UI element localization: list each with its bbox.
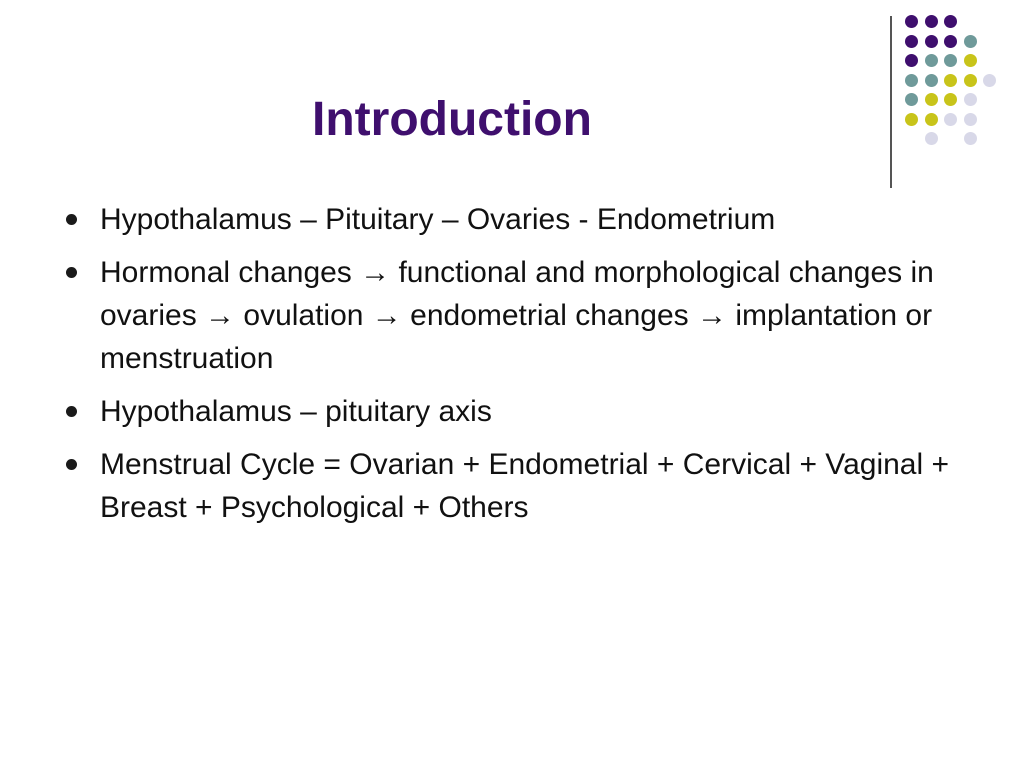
bullet-text: Hypothalamus – Pituitary – Ovaries - Endometrium [100,203,776,236]
decorative-dot [905,54,918,67]
decorative-dot [905,93,918,106]
bullet-item [60,443,970,529]
decorative-dot [925,74,938,87]
decorative-dot [944,74,957,87]
decorative-dot [925,35,938,48]
decorative-dot [905,35,918,48]
bullet-item [60,390,970,433]
decorative-dot [925,15,938,28]
title-divider-line [890,16,892,188]
decorative-dot [944,54,957,67]
decorative-dot [925,54,938,67]
bullet-dot-icon [66,214,77,225]
decorative-dot [964,35,977,48]
bullet-dot-icon [66,406,77,417]
bullet-dot-icon [66,267,77,278]
slide-title: Introduction [312,93,592,146]
decorative-dot [964,132,977,145]
decorative-dot [964,74,977,87]
decorative-dot [925,132,938,145]
decorative-dot [925,93,938,106]
decorative-dot [964,54,977,67]
bullet-list [60,198,970,539]
decorative-dot [944,113,957,126]
decorative-dot [905,15,918,28]
decorative-dot [905,113,918,126]
decorative-dot [964,93,977,106]
bullet-dot-icon [66,459,77,470]
decorative-dot [944,93,957,106]
decorative-dot [944,35,957,48]
bullet-item [60,198,970,241]
bullet-text: Hormonal changes → functional and morphological changes in ovaries → ovulation → endometrial changes → implantation or menstruation [100,256,934,375]
bullet-text: Hypothalamus – pituitary axis [100,395,492,428]
decorative-dot-grid [905,15,1005,165]
decorative-dot [944,15,957,28]
bullet-item [60,251,970,380]
decorative-dot [964,113,977,126]
decorative-dot [983,74,996,87]
bullet-text: Menstrual Cycle = Ovarian + Endometrial + Cervical + Vaginal + Breast + Psychological + Others [100,448,950,524]
decorative-dot [905,74,918,87]
decorative-dot [925,113,938,126]
